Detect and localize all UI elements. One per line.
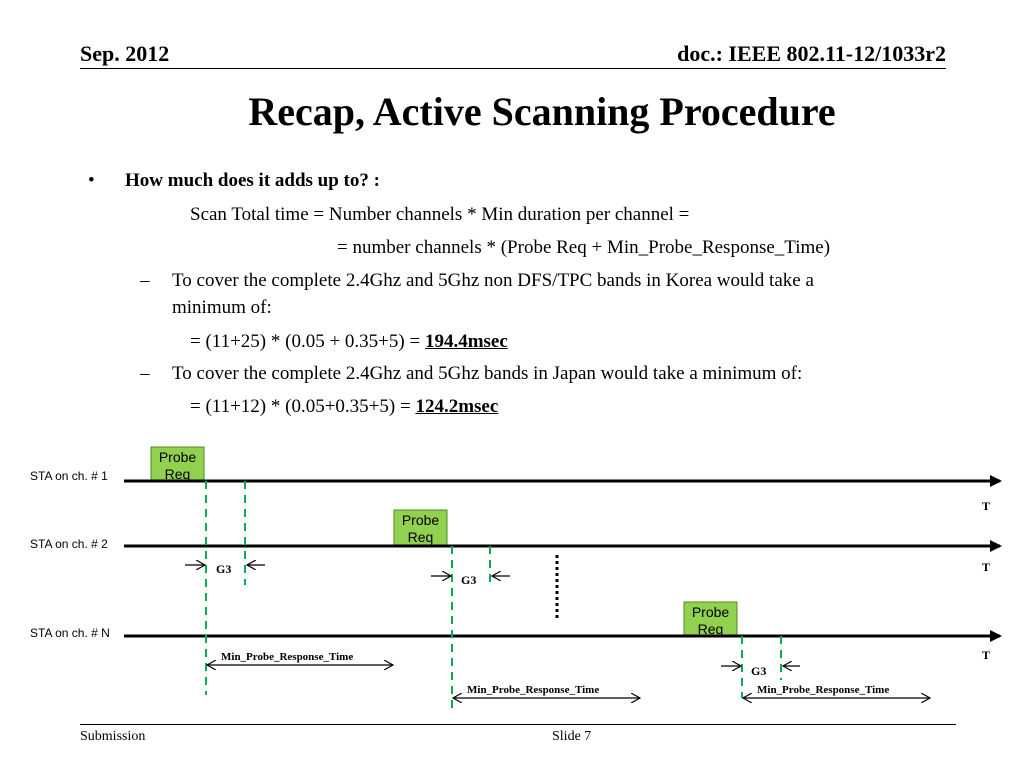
header-doc-id: doc.: IEEE 802.11-12/1033r2 <box>677 41 946 66</box>
probe-req-box-1 <box>151 447 204 482</box>
g3-indicator-n <box>721 664 800 678</box>
station-label-1: STA on ch. # 1 <box>30 469 108 483</box>
g3-indicator-1 <box>185 562 265 576</box>
korea-calc-expression: = (11+25) * (0.05 + 0.35+5) = <box>190 331 425 352</box>
probe-label-line2: Req <box>407 529 434 545</box>
korea-text-line2: minimum of: <box>172 297 272 318</box>
station-label-2: STA on ch. # 2 <box>30 537 108 551</box>
dashed-markers <box>206 481 781 712</box>
min-probe-response-label: Min_Probe_Response_Time <box>221 651 354 663</box>
japan-text: To cover the complete 2.4Ghz and 5Ghz bands in Japan would take a minimum of: <box>172 363 803 384</box>
header-date: Sep. 2012 <box>80 41 170 66</box>
time-axis-label-1: T <box>982 499 991 513</box>
station-label-n: STA on ch. # N <box>30 626 110 640</box>
probe-label-line1: Probe <box>691 604 730 620</box>
min-probe-response-label: Min_Probe_Response_Time <box>467 684 600 696</box>
japan-calc-expression: = (11+12) * (0.05+0.35+5) = <box>190 396 416 417</box>
korea-text-line1: To cover the complete 2.4Ghz and 5Ghz non DFS/TPC bands in Korea would take a <box>172 270 814 291</box>
korea-result: 194.4msec <box>424 331 508 352</box>
footer-rule <box>80 724 956 725</box>
formula-line-2: = number channels * (Probe Req + Min_Probe_Response_Time) <box>337 237 831 258</box>
g3-indicator-2 <box>431 573 510 587</box>
probe-req-box-n <box>684 602 737 637</box>
slide-title: Recap, Active Scanning Procedure <box>248 89 836 134</box>
dash-icon: – <box>140 363 150 384</box>
min-probe-response-span-1 <box>207 651 393 665</box>
time-axis-label-2: T <box>982 560 991 574</box>
time-axis-label-n: T <box>982 648 991 662</box>
g3-label: G3 <box>461 573 477 587</box>
probe-label-line2: Req <box>697 621 724 637</box>
formula-line-1: Scan Total time = Number channels * Min duration per channel = <box>190 204 690 225</box>
probe-label-line1: Probe <box>401 512 440 528</box>
probe-label-line2: Req <box>164 466 191 482</box>
question-text: How much does it adds up to? : <box>125 170 380 191</box>
min-probe-response-span-2 <box>453 684 640 698</box>
footer-submission: Submission <box>80 729 146 744</box>
footer-slide-number: Slide 7 <box>552 729 592 744</box>
min-probe-response-label: Min_Probe_Response_Time <box>757 684 890 696</box>
min-probe-response-span-n <box>743 684 930 698</box>
probe-label-line1: Probe <box>158 449 197 465</box>
japan-result: 124.2msec <box>415 396 499 417</box>
dash-icon: – <box>140 270 150 291</box>
bullet-icon: • <box>88 170 95 191</box>
g3-label: G3 <box>216 562 232 576</box>
g3-label: G3 <box>751 664 767 678</box>
probe-req-box-2 <box>394 510 447 546</box>
